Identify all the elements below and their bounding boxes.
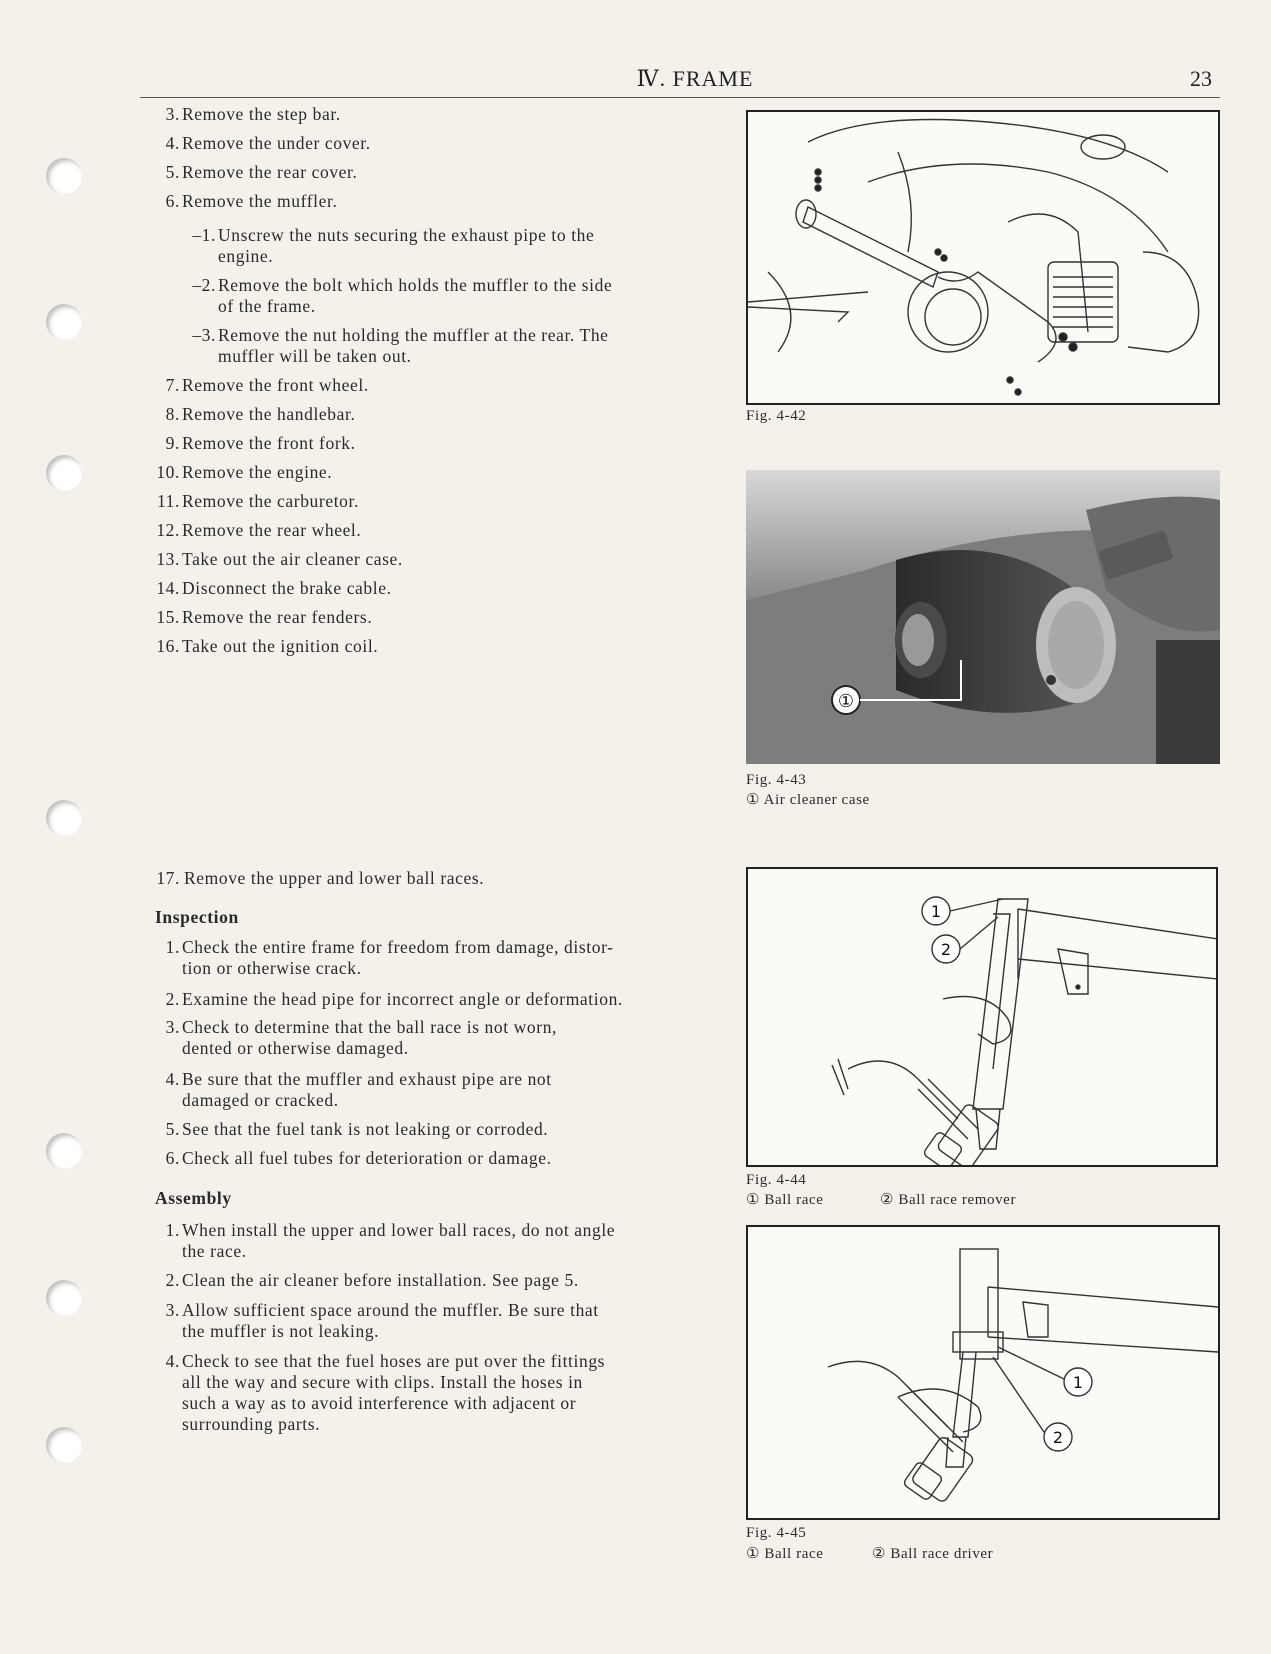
figure-label: Fig. 4-45	[746, 1525, 807, 1541]
binder-hole	[46, 1280, 82, 1316]
binder-hole	[46, 1133, 82, 1169]
ball-race-remover-drawing	[748, 869, 1216, 1165]
figure-label: Fig. 4-43	[746, 772, 807, 788]
figure-4-44	[746, 867, 1218, 1167]
figure-legend: ① Ball race	[746, 1192, 824, 1208]
figure-label: Fig. 4-44	[746, 1172, 807, 1188]
figure-legend: ② Ball race driver	[872, 1546, 994, 1562]
figure-label: Fig. 4-42	[746, 408, 807, 424]
callout-2: 2	[1052, 1428, 1064, 1447]
assembly-heading: Assembly	[155, 1188, 232, 1208]
callout-1: ①	[837, 691, 855, 712]
figure-4-43-photo	[746, 470, 1220, 764]
figure-4-45	[746, 1225, 1220, 1520]
inspection-heading: Inspection	[155, 907, 239, 927]
binder-hole	[46, 1427, 82, 1463]
figure-legend: ② Ball race remover	[880, 1192, 1017, 1208]
header-rule	[140, 97, 1220, 98]
binder-hole	[46, 455, 82, 491]
figure-4-42	[746, 110, 1220, 405]
binder-hole	[46, 800, 82, 836]
callout-1: 1	[930, 902, 942, 921]
callout-1: 1	[1072, 1373, 1084, 1392]
muffler-drawing	[748, 112, 1218, 403]
air-cleaner-photo	[746, 470, 1220, 764]
figure-legend: ① Air cleaner case	[746, 792, 870, 808]
page-title: Ⅳ. FRAME	[636, 66, 754, 91]
page-number: 23	[1190, 66, 1212, 91]
ball-race-driver-drawing	[748, 1227, 1218, 1518]
binder-hole	[46, 304, 82, 340]
callout-2: 2	[940, 940, 952, 959]
figure-legend: ① Ball race	[746, 1546, 824, 1562]
binder-hole	[46, 158, 82, 194]
